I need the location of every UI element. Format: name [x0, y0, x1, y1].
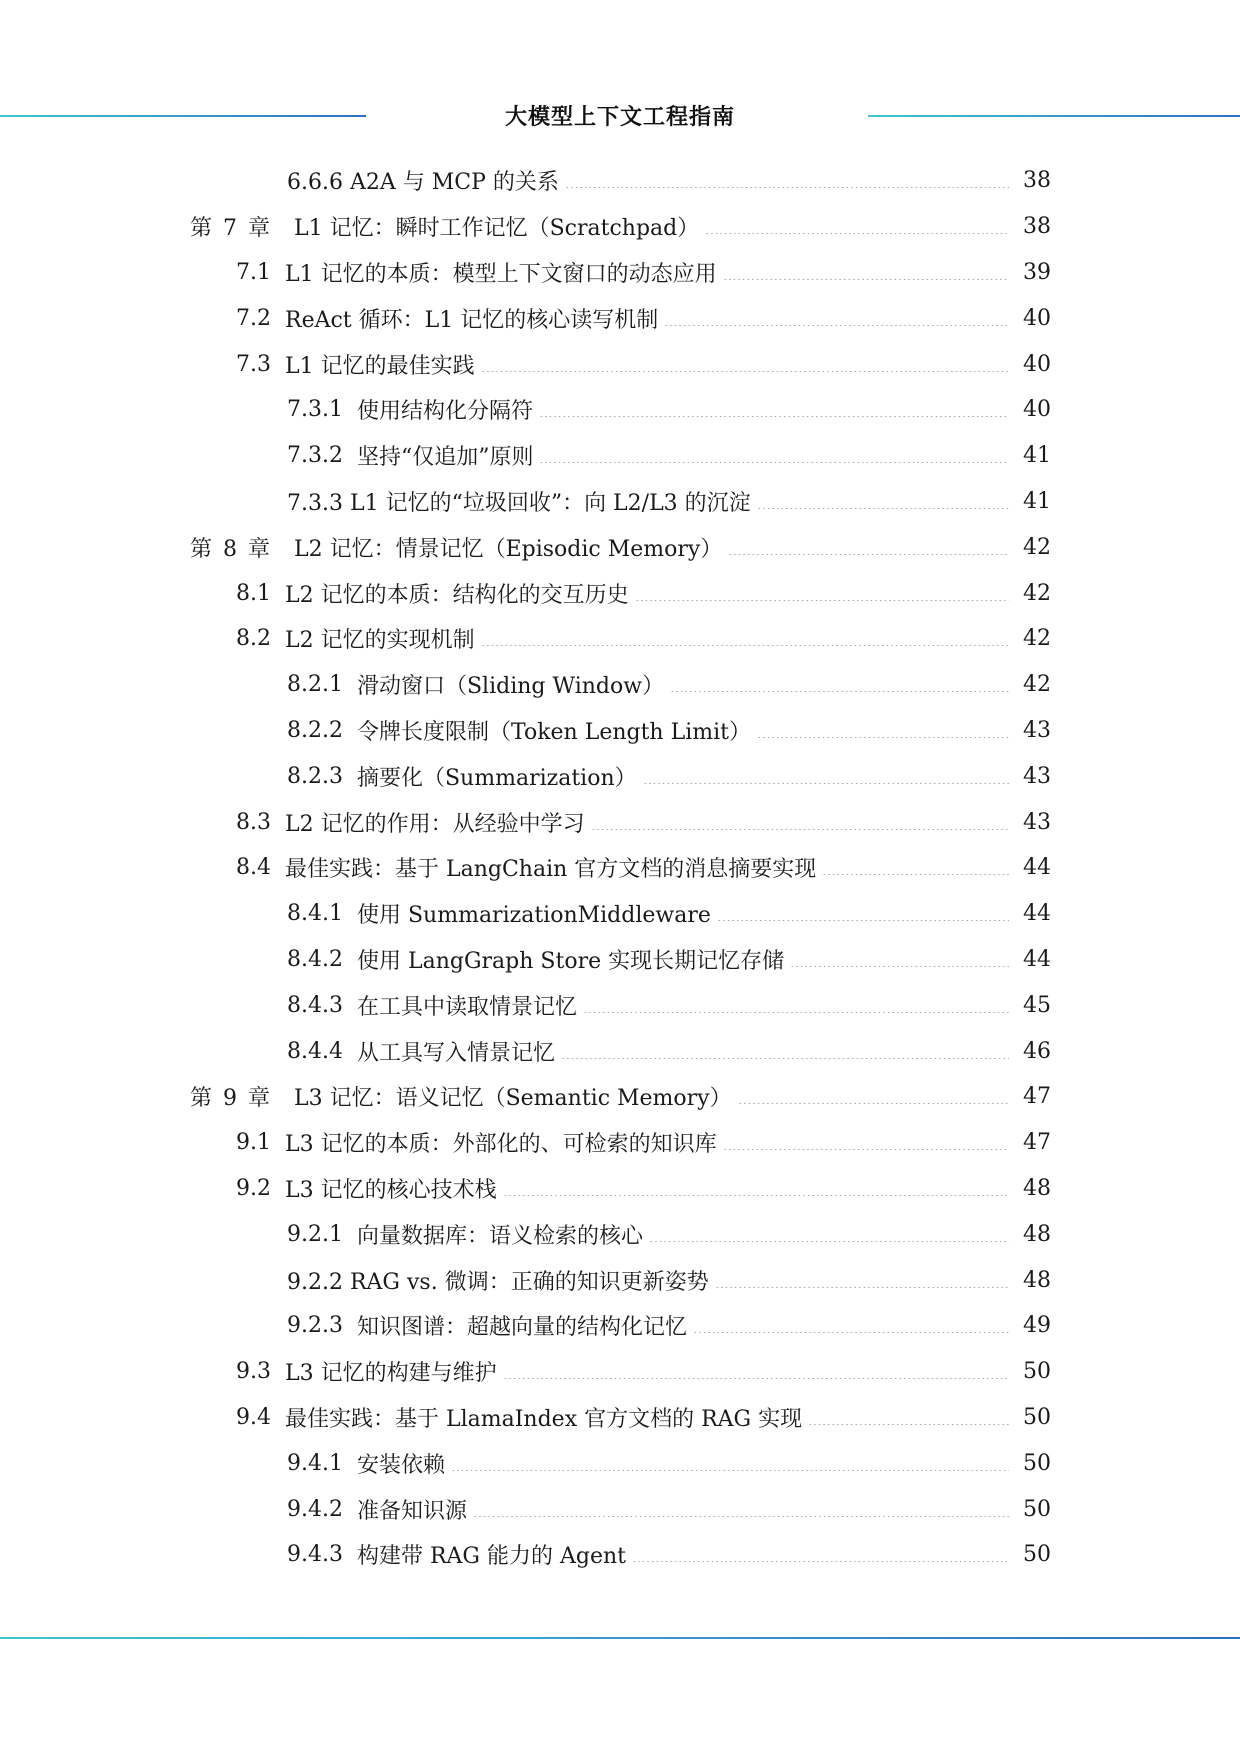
toc-entry-page-number: 40: [1023, 305, 1051, 331]
toc-dot-leader: [561, 1058, 1009, 1059]
toc-entry-page-number: 48: [1023, 1267, 1051, 1293]
toc-entry-title: 使用 LangGraph Store 实现长期记忆存储: [356, 948, 785, 974]
toc-entry-title: 向量数据库：语义检索的核心: [356, 1223, 643, 1249]
toc-dot-leader: [451, 1470, 1009, 1471]
toc-entry-subsection[interactable]: [0, 753, 1240, 799]
toc-entry-number: 9.3: [236, 1359, 271, 1385]
toc-entry-subsection[interactable]: [0, 1486, 1240, 1532]
toc-entry-subsection[interactable]: [0, 387, 1240, 433]
toc-entry-page-number: 45: [1023, 992, 1051, 1018]
toc-entry-section[interactable]: [0, 341, 1240, 387]
toc-entry-subsection[interactable]: [0, 1532, 1240, 1578]
header-rule-right: [868, 115, 1240, 117]
toc-entry-title: L1 记忆的本质：模型上下文窗口的动态应用: [285, 261, 717, 287]
toc-entry-subsection[interactable]: [0, 982, 1240, 1028]
toc-entry-section[interactable]: [0, 845, 1240, 891]
toc-entry-title: 坚持“仅追加”原则: [356, 445, 534, 471]
toc-dot-leader: [539, 462, 1009, 463]
table-of-contents: [0, 158, 1240, 1578]
toc-entry-page-number: 46: [1023, 1038, 1051, 1064]
toc-dot-leader: [473, 1516, 1009, 1517]
toc-entry-chapter[interactable]: [0, 524, 1240, 570]
toc-entry-page-number: 41: [1023, 488, 1051, 514]
toc-entry-page-number: 43: [1023, 717, 1051, 743]
toc-entry-number: 9.1: [236, 1130, 271, 1156]
toc-entry-number: 8.2.1: [287, 672, 343, 698]
toc-dot-leader: [670, 691, 1009, 692]
toc-entry-section[interactable]: [0, 799, 1240, 845]
toc-entry-page-number: 38: [1023, 214, 1051, 240]
toc-dot-leader: [632, 1561, 1009, 1562]
toc-entry-number: 8.2.3: [287, 763, 343, 789]
toc-entry-page-number: 40: [1023, 397, 1051, 423]
toc-entry-title: L2 记忆的实现机制: [285, 628, 475, 654]
toc-entry-title: L3 记忆的构建与维护: [285, 1361, 497, 1387]
toc-entry-page-number: 47: [1023, 1130, 1051, 1156]
toc-entry-page-number: 43: [1023, 763, 1051, 789]
toc-dot-leader: [583, 1012, 1009, 1013]
toc-entry-page-number: 42: [1023, 672, 1051, 698]
page-header-title: 大模型上下文工程指南: [504, 105, 735, 130]
toc-dot-leader: [649, 1241, 1009, 1242]
toc-entry-title: L3 记忆的本质：外部化的、可检索的知识库: [285, 1132, 717, 1158]
toc-entry-title: 最佳实践：基于 LlamaIndex 官方文档的 RAG 实现: [285, 1406, 803, 1432]
toc-dot-leader: [717, 920, 1009, 921]
toc-entry-title: ReAct 循环：L1 记忆的核心读写机制: [285, 307, 659, 333]
toc-entry-title: 9.2.2 RAG vs. 微调：正确的知识更新姿势: [287, 1269, 709, 1295]
toc-entry-page-number: 38: [1023, 168, 1051, 194]
toc-dot-leader: [503, 1195, 1009, 1196]
toc-entry-title: L2 记忆：情景记忆（Episodic Memory）: [293, 536, 723, 562]
toc-dot-leader: [757, 508, 1009, 509]
toc-dot-leader: [503, 1378, 1009, 1379]
toc-dot-leader: [565, 187, 1009, 188]
toc-entry-subsection[interactable]: [0, 158, 1240, 204]
toc-entry-page-number: 50: [1023, 1450, 1051, 1476]
toc-entry-number: 9.4.2: [287, 1496, 343, 1522]
toc-entry-title: 安装依赖: [356, 1452, 445, 1478]
toc-entry-subsection[interactable]: [0, 1211, 1240, 1257]
toc-entry-number: 第 8 章: [190, 536, 272, 562]
toc-entry-number: 7.2: [236, 305, 271, 331]
toc-entry-number: 9.2: [236, 1175, 271, 1201]
toc-entry-page-number: 50: [1023, 1542, 1051, 1568]
toc-entry-number: 8.4.1: [287, 901, 343, 927]
toc-entry-subsection[interactable]: [0, 891, 1240, 937]
toc-entry-number: 8.4.4: [287, 1038, 343, 1064]
toc-entry-page-number: 42: [1023, 534, 1051, 560]
toc-entry-subsection[interactable]: [0, 1028, 1240, 1074]
toc-entry-chapter[interactable]: [0, 204, 1240, 250]
toc-entry-title: 滑动窗口（Sliding Window）: [356, 674, 665, 700]
toc-entry-number: 9.4.3: [287, 1542, 343, 1568]
toc-entry-title: 从工具写入情景记忆: [356, 1040, 555, 1066]
toc-dot-leader: [643, 783, 1009, 784]
toc-dot-leader: [635, 600, 1009, 601]
toc-entry-page-number: 48: [1023, 1175, 1051, 1201]
toc-dot-leader: [738, 1103, 1009, 1104]
toc-entry-chapter[interactable]: [0, 1074, 1240, 1120]
toc-entry-number: 7.3.2: [287, 443, 343, 469]
toc-entry-subsection[interactable]: [0, 1257, 1240, 1303]
toc-entry-subsection[interactable]: [0, 937, 1240, 983]
toc-entry-number: 8.4.2: [287, 946, 343, 972]
toc-entry-title: L3 记忆的核心技术栈: [285, 1177, 497, 1203]
toc-entry-number: 7.3.1: [287, 397, 343, 423]
toc-dot-leader: [539, 416, 1009, 417]
toc-dot-leader: [664, 325, 1009, 326]
toc-entry-page-number: 44: [1023, 901, 1051, 927]
toc-entry-number: 9.2.1: [287, 1221, 343, 1247]
toc-entry-number: 8.1: [236, 580, 271, 606]
toc-dot-leader: [790, 966, 1009, 967]
toc-entry-page-number: 44: [1023, 946, 1051, 972]
toc-entry-number: 8.4: [236, 855, 271, 881]
toc-entry-page-number: 43: [1023, 809, 1051, 835]
toc-entry-title: 使用结构化分隔符: [356, 399, 533, 425]
toc-entry-section[interactable]: [0, 1395, 1240, 1441]
toc-entry-subsection[interactable]: [0, 662, 1240, 708]
toc-entry-page-number: 39: [1023, 259, 1051, 285]
toc-entry-page-number: 42: [1023, 580, 1051, 606]
toc-dot-leader: [723, 1149, 1009, 1150]
toc-entry-subsection[interactable]: [0, 479, 1240, 525]
toc-entry-page-number: 50: [1023, 1496, 1051, 1522]
toc-entry-title: 知识图谱：超越向量的结构化记忆: [356, 1315, 687, 1341]
toc-entry-number: 8.2: [236, 626, 271, 652]
toc-dot-leader: [705, 233, 1009, 234]
toc-dot-leader: [808, 1424, 1009, 1425]
toc-entry-section[interactable]: [0, 295, 1240, 341]
toc-entry-page-number: 50: [1023, 1404, 1051, 1430]
toc-entry-page-number: 41: [1023, 443, 1051, 469]
footer-rule: [0, 1637, 1240, 1639]
toc-entry-title: 使用 SummarizationMiddleware: [356, 903, 711, 929]
toc-entry-subsection[interactable]: [0, 433, 1240, 479]
toc-entry-section[interactable]: [0, 616, 1240, 662]
toc-entry-title: L1 记忆：瞬时工作记忆（Scratchpad）: [293, 216, 700, 242]
toc-entry-title: L3 记忆：语义记忆（Semantic Memory）: [293, 1086, 732, 1112]
toc-entry-subsection[interactable]: [0, 708, 1240, 754]
toc-entry-number: 9.4.1: [287, 1450, 343, 1476]
toc-entry-section[interactable]: [0, 570, 1240, 616]
toc-entry-title: 令牌长度限制（Token Length Limit）: [356, 719, 751, 745]
toc-entry-number: 8.4.3: [287, 992, 343, 1018]
toc-entry-title: 在工具中读取情景记忆: [356, 994, 577, 1020]
toc-entry-title: 最佳实践：基于 LangChain 官方文档的消息摘要实现: [285, 857, 817, 883]
toc-dot-leader: [715, 1287, 1009, 1288]
toc-entry-page-number: 48: [1023, 1221, 1051, 1247]
toc-dot-leader: [481, 645, 1009, 646]
toc-entry-title: L2 记忆的本质：结构化的交互历史: [285, 582, 629, 608]
toc-entry-title: 摘要化（Summarization）: [356, 765, 637, 791]
toc-dot-leader: [822, 874, 1009, 875]
toc-entry-number: 9.4: [236, 1404, 271, 1430]
toc-entry-number: 8.3: [236, 809, 271, 835]
toc-entry-section[interactable]: [0, 1120, 1240, 1166]
toc-entry-number: 第 7 章: [190, 216, 272, 242]
toc-entry-page-number: 47: [1023, 1084, 1051, 1110]
toc-dot-leader: [591, 829, 1009, 830]
toc-dot-leader: [728, 554, 1009, 555]
toc-entry-number: 8.2.2: [287, 717, 343, 743]
toc-entry-title: 构建带 RAG 能力的 Agent: [356, 1544, 626, 1570]
toc-entry-page-number: 44: [1023, 855, 1051, 881]
toc-dot-leader: [757, 737, 1009, 738]
toc-entry-page-number: 49: [1023, 1313, 1051, 1339]
toc-entry-page-number: 42: [1023, 626, 1051, 652]
toc-entry-number: 7.1: [236, 259, 271, 285]
toc-entry-title: L2 记忆的作用：从经验中学习: [285, 811, 585, 837]
toc-dot-leader: [723, 279, 1009, 280]
toc-entry-page-number: 50: [1023, 1359, 1051, 1385]
toc-dot-leader: [693, 1332, 1009, 1333]
toc-entry-title: 6.6.6 A2A 与 MCP 的关系: [287, 170, 559, 196]
toc-dot-leader: [481, 371, 1009, 372]
toc-entry-page-number: 40: [1023, 351, 1051, 377]
toc-entry-subsection[interactable]: [0, 1440, 1240, 1486]
toc-entry-title: 7.3.3 L1 记忆的“垃圾回收”：向 L2/L3 的沉淀: [287, 490, 751, 516]
toc-entry-subsection[interactable]: [0, 1303, 1240, 1349]
toc-entry-section[interactable]: [0, 1166, 1240, 1212]
toc-entry-title: L1 记忆的最佳实践: [285, 353, 475, 379]
toc-entry-section[interactable]: [0, 250, 1240, 296]
toc-entry-title: 准备知识源: [356, 1498, 467, 1524]
toc-entry-number: 第 9 章: [190, 1086, 272, 1112]
toc-entry-number: 9.2.3: [287, 1313, 343, 1339]
toc-entry-section[interactable]: [0, 1349, 1240, 1395]
toc-entry-number: 7.3: [236, 351, 271, 377]
